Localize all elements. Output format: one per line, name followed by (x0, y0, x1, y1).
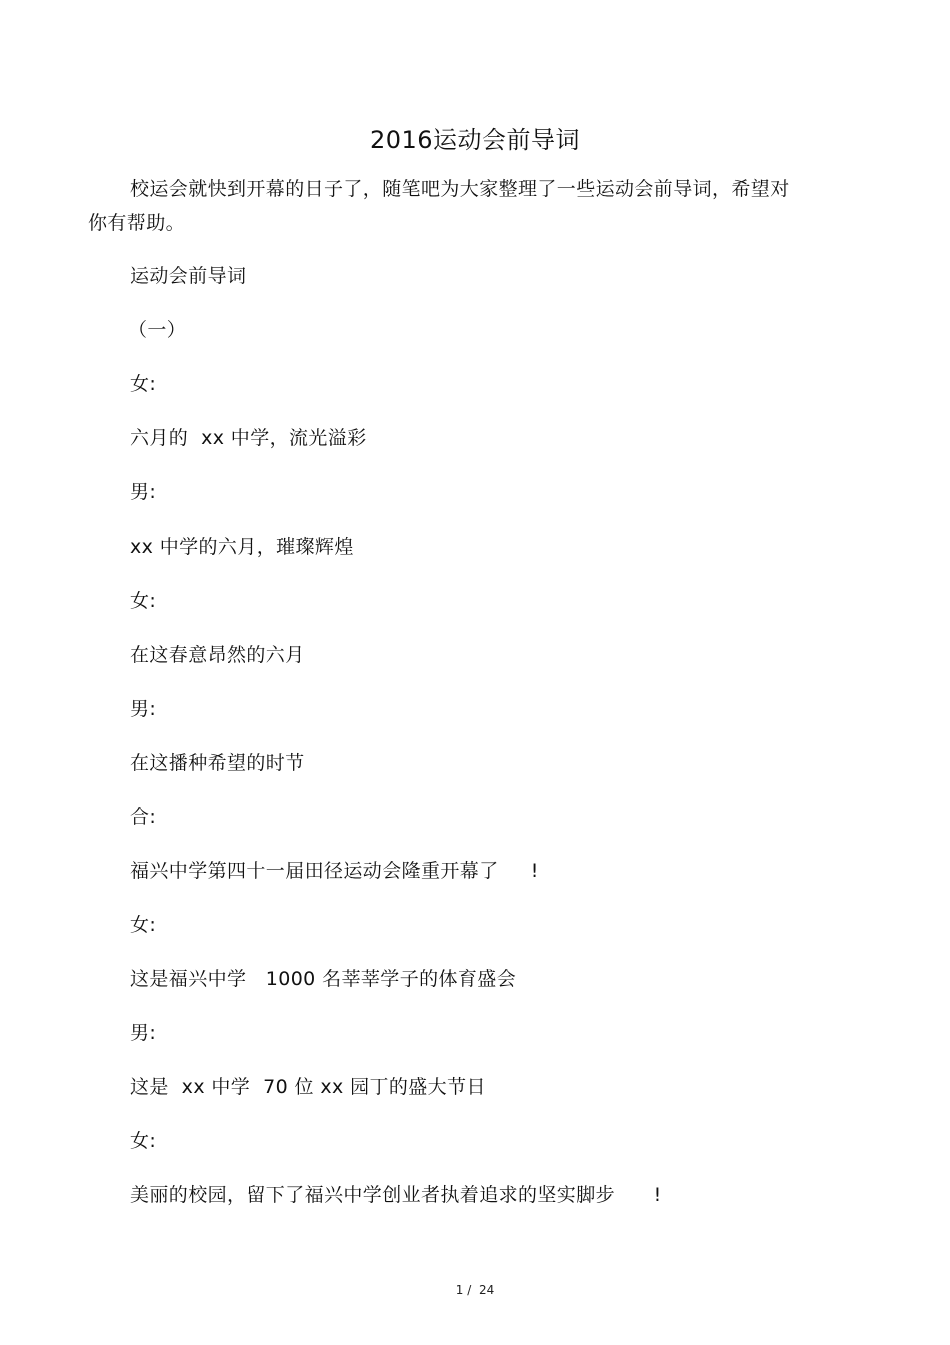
speaker-label: 女: (130, 373, 157, 395)
page-total: 24 (478, 1283, 495, 1297)
document-title: 2016运动会前导词 (369, 126, 581, 154)
script-line: 福兴中学第四十一届田径运动会隆重开幕了 ! (130, 860, 539, 882)
page-number (0, 1282, 950, 1298)
speaker-label: 女: (130, 914, 157, 936)
speaker-label: 合: (130, 806, 157, 828)
section-number: （一） (128, 319, 187, 341)
speaker-label: 女: (130, 590, 157, 612)
speaker-label: 女: (130, 1130, 157, 1152)
script-line: xx 中学的六月，璀璨辉煌 (130, 536, 354, 558)
speaker-label: 男: (130, 1022, 157, 1044)
script-line: 在这播种希望的时节 (130, 752, 305, 774)
script-line: 在这春意昂然的六月 (130, 644, 305, 666)
page-separator: / (467, 1283, 472, 1297)
speaker-label: 男: (130, 698, 157, 720)
page-current: 1 (455, 1283, 464, 1297)
speaker-label: 男: (130, 481, 157, 503)
intro-paragraph: 校运会就快到开幕的日子了，随笔吧为大家整理了一些运动会前导词，希望对你有帮助。 (88, 178, 790, 234)
script-line: 美丽的校园，留下了福兴中学创业者执着追求的坚实脚步 ! (130, 1184, 662, 1206)
script-line: 这是福兴中学 1000 名莘莘学子的体育盛会 (130, 968, 517, 990)
section-heading: 运动会前导词 (130, 265, 247, 287)
script-line: 六月的 xx 中学，流光溢彩 (130, 427, 367, 449)
script-line: 这是 xx 中学 70 位 xx 园丁的盛大节日 (130, 1076, 486, 1098)
